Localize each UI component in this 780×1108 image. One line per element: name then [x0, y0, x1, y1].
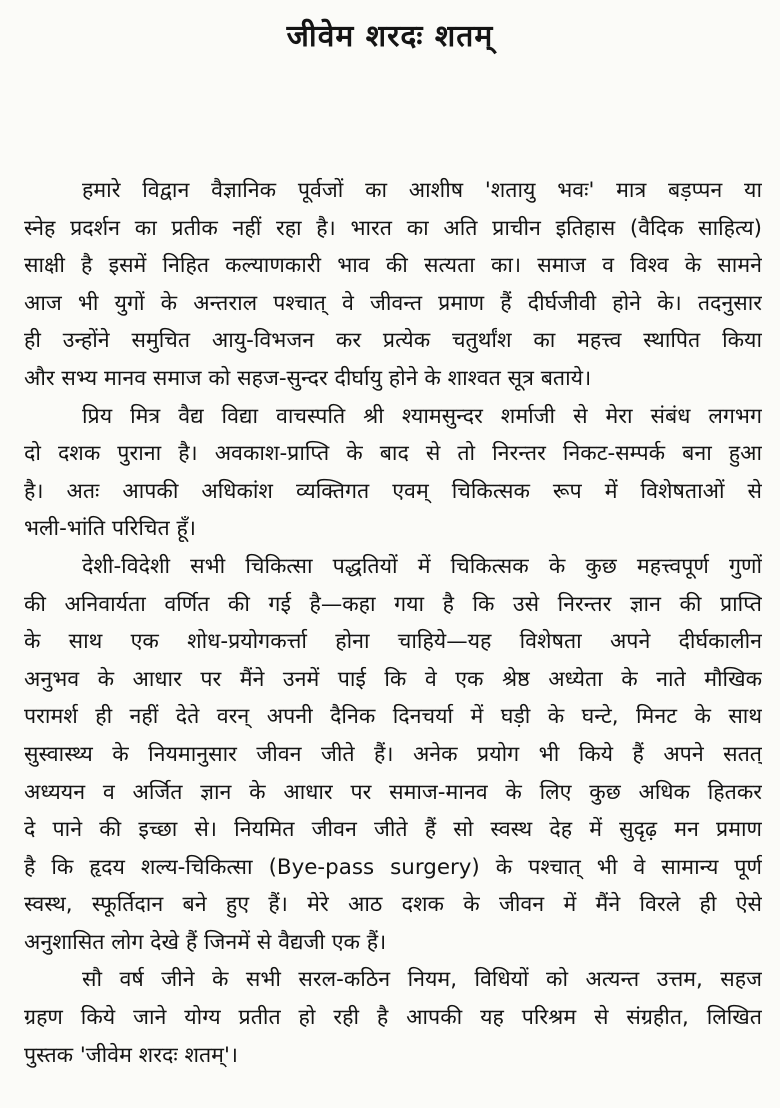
text-line: अनुशासित लोग देखे हैं जिनमें से वैद्यजी एक हैं। — [24, 929, 387, 955]
text-line: और सभ्य मानव समाज को सहज-सुन्दर दीर्घायु होने के शाश्वत सूत्र बताये। — [24, 365, 592, 391]
text-line: प्रिय मित्र वैद्य विद्या वाचस्पति श्री श्यामसुन्दर शर्माजी से मेरा संबंध लगभग — [82, 403, 762, 429]
text-line: दो दशक पुराना है। अवकाश-प्राप्ति के बाद से तो निरन्तर निकट-सम्पर्क बना हुआ — [24, 441, 762, 467]
text-line: अध्ययन व अर्जित ज्ञान के आधार पर समाज-मानव के लिए कुछ अधिक हितकर — [24, 779, 762, 805]
text-line: भली-भांति परिचित हूँ। — [24, 516, 196, 542]
text-line: स्नेह प्रदर्शन का प्रतीक नहीं रहा है। भारत का अति प्राचीन इतिहास (वैदिक साहित्य) — [24, 215, 762, 241]
text-line: सौ वर्ष जीने के सभी सरल-कठिन नियम, विधियों को अत्यन्त उत्तम, सहज — [82, 967, 762, 993]
text-line: की अनिवार्यता वर्णित की गई है—कहा गया है कि उसे निरन्तर ज्ञान की प्राप्ति — [24, 591, 762, 617]
text-line: है कि हृदय शल्य-चिकित्सा (Bye-pass surgery) के पश्चात् भी वे सामान्य पूर्ण — [24, 854, 762, 880]
text-line: ग्रहण किये जाने योग्य प्रतीत हो रही है आपकी यह परिश्रम से संग्रहीत, लिखित — [24, 1005, 762, 1031]
text-line: के साथ एक शोध-प्रयोगकर्त्ता होना चाहिये—यह विशेषता अपने दीर्घकालीन — [24, 629, 762, 655]
text-line: साक्षी है इसमें निहित कल्याणकारी भाव की सत्यता का। समाज व विश्व के सामने — [24, 253, 762, 279]
text-line: ही उन्होंने समुचित आयु-विभजन कर प्रत्येक चतुर्थांश का महत्त्व स्थापित किया — [24, 328, 762, 354]
text-line: स्वस्थ, स्फूर्तिदान बने हुए हैं। मेरे आठ दशक के जीवन में मैंने विरले ही ऐसे — [24, 892, 762, 918]
text-line: परामर्श ही नहीं देते वरन् अपनी दैनिक दिनचर्या में घड़ी के घन्टे, मिनट के साथ — [24, 704, 762, 730]
text-line: हमारे विद्वान वैज्ञानिक पूर्वजों का आशीष 'शतायु भवः' मात्र बड़प्पन या — [82, 178, 762, 203]
text-line: पुस्तक 'जीवेम शरदः शतम्'। — [24, 1042, 238, 1068]
text-line: अनुभव के आधार पर मैंने उनमें पाई कि वे एक श्रेष्ठ अध्येता के नाते मौखिक — [24, 666, 762, 692]
page-title: जीवेम शरदः शतम् — [286, 19, 494, 54]
text-line: आज भी युगों के अन्तराल पश्चात् वे जीवन्त प्रमाण हैं दीर्घजीवी होने के। तदनुसार — [24, 290, 762, 316]
text-line: है। अतः आपकी अधिकांश व्यक्तिगत एवम् चिकित्सक रूप में विशेषताओं से — [24, 478, 762, 504]
body-text — [24, 172, 762, 1074]
text-line: सुस्वास्थ्य के नियमानुसार जीवन जीते हैं। अनेक प्रयोग भी किये हैं अपने सतत् — [24, 741, 762, 767]
text-line: दे पाने की इच्छा से। नियमित जीवन जीते हैं सो स्वस्थ देह में सुदृढ़ मन प्रमाण — [24, 817, 762, 843]
text-line: देशी-विदेशी सभी चिकित्सा पद्धतियों में चिकित्सक के कुछ महत्त्वपूर्ण गुणों — [82, 553, 762, 579]
